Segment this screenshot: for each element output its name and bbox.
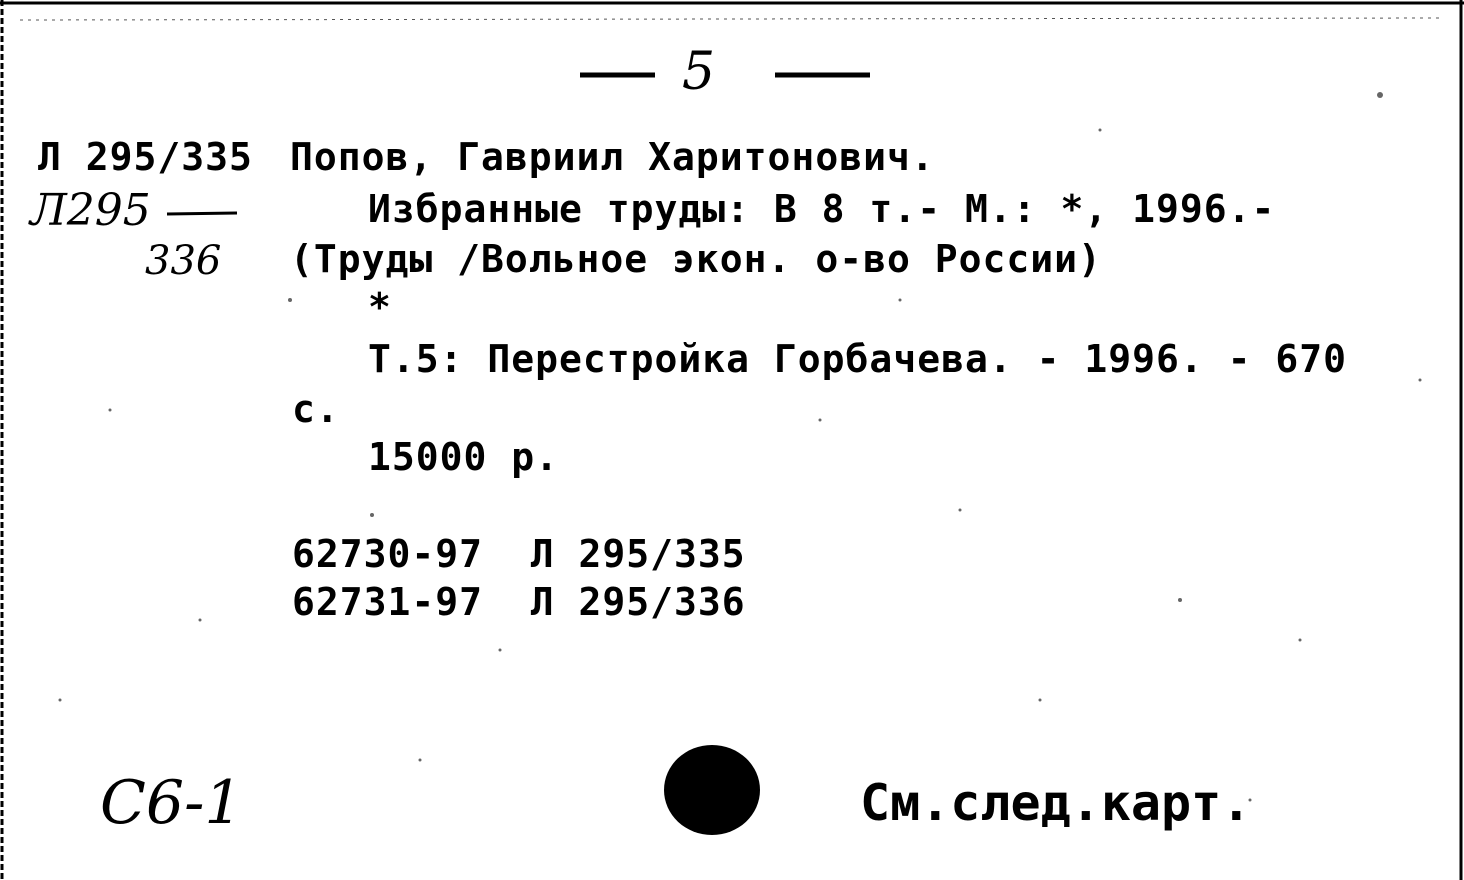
handwritten-shelfmark-top: Л295 <box>30 185 151 236</box>
handwritten-mark: С6-1 <box>100 768 243 838</box>
title-line: Избранные труды: В 8 т.- М.: *, 1996.- <box>368 187 1276 231</box>
volume-line: Т.5: Перестройка Горбачева. - 1996. - 670 <box>368 337 1347 381</box>
star-separator: * <box>368 285 392 329</box>
accession-number-1: 62730-97 Л 295/335 <box>292 532 746 576</box>
price: 15000 р. <box>368 435 560 479</box>
volume-line-continuation: с. <box>292 387 340 431</box>
page-number: 5 <box>682 42 716 102</box>
punch-hole <box>664 745 760 835</box>
series-line: (Труды /Вольное экон. о-во России) <box>290 237 1102 281</box>
see-next-card: См.след.карт. <box>860 774 1252 832</box>
heading-shelfmark: Л 295/335 <box>38 135 253 179</box>
handwritten-shelfmark-bottom: 336 <box>145 238 222 284</box>
author-heading: Попов, Гавриил Харитонович. <box>290 135 935 179</box>
handwritten-fraction-line <box>165 208 240 220</box>
accession-number-2: 62731-97 Л 295/336 <box>292 580 746 624</box>
